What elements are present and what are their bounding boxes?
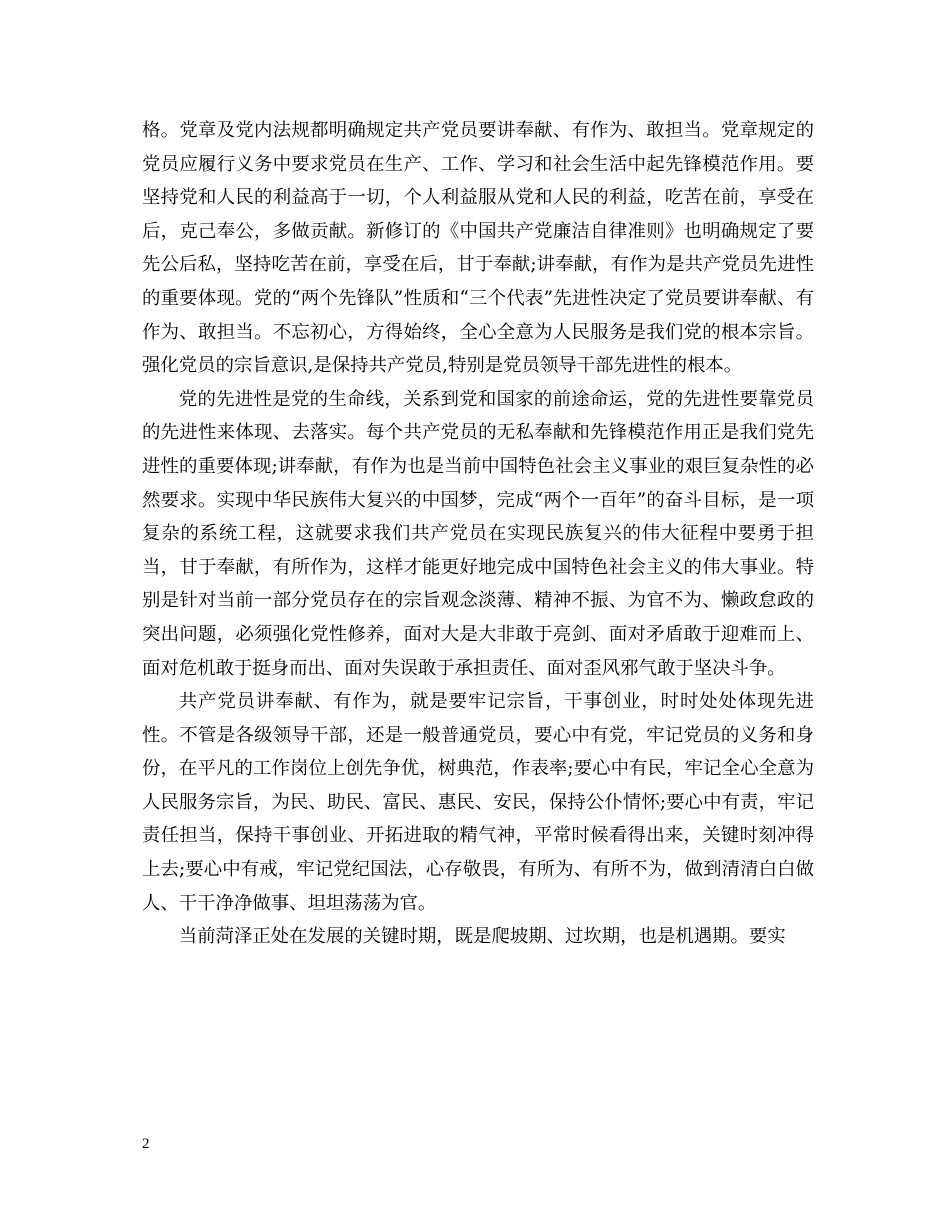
paragraph-1: 格。党章及党内法规都明确规定共产党员要讲奉献、有作为、敢担当。党章规定的党员应履行义务中要求党员在生产、工作、学习和社会生活中起先锋模范作用。要坚持党和人民的利益高于一切，个人利益服从党和人民的利益，吃苦在前，享受在后，克己奉公，多做贡献。新修订的《中国共产党廉洁自律准则》也明确规定了要先公后私，坚持吃苦在前，享受在后，甘于奉献;讲奉献，有作为是共产党员先进性的重要体现。党的“两个先锋队”性质和“三个代表”先进性决定了党员要讲奉献、有作为、敢担当。不忘初心，方得始终，全心全意为人民服务是我们党的根本宗旨。强化党员的宗旨意识,是保持共产党员,特别是党员领导干部先进性的根本。: [142, 120, 814, 377]
paragraph-2: 党的先进性是党的生命线，关系到党和国家的前途命运，党的先进性要靠党员的先进性来体现、去落实。每个共产党员的无私奉献和先锋模范作用正是我们党先进性的重要体现;讲奉献，有作为也是当前中国特色社会主义事业的艰巨复杂性的必然要求。实现中华民族伟大复兴的中国梦，完成“两个一百年”的奋斗目标，是一项复杂的系统工程，这就要求我们共产党员在实现民族复兴的伟大征程中要勇于担当，甘于奉献，有所作为，这样才能更好地完成中国特色社会主义的伟大事业。特别是针对当前一部分党员存在的宗旨观念淡薄、精神不振、为官不为、懒政怠政的突出问题，必须强化党性修养，面对大是大非敢于亮剑、面对矛盾敢于迎难而上、面对危机敢于挺身而出、面对失误敢于承担责任、面对歪风邪气敢于坚决斗争。: [142, 388, 814, 679]
paragraph-4: 当前菏泽正处在发展的关键时期，既是爬坡期、过坎期，也是机遇期。要实: [178, 926, 786, 948]
page-number: 2: [142, 1136, 150, 1152]
paragraph-3: 共产党员讲奉献、有作为，就是要牢记宗旨，干事创业，时时处处体现先进性。不管是各级领导干部，还是一般普通党员，要心中有党，牢记党员的义务和身份，在平凡的工作岗位上创先争优，树典范，作表率;要心中有民，牢记全心全意为人民服务宗旨，为民、助民、富民、惠民、安民，保持公仆情怀;要心中有责，牢记责任担当，保持干事创业、开拓进取的精气神，平常时候看得出来，关键时刻冲得上去;要心中有戒，牢记党纪国法，心存敬畏，有所为、有所不为，做到清清白白做人、干干净净做事、坦坦荡荡为官。: [142, 691, 814, 914]
document-body: [142, 114, 814, 954]
